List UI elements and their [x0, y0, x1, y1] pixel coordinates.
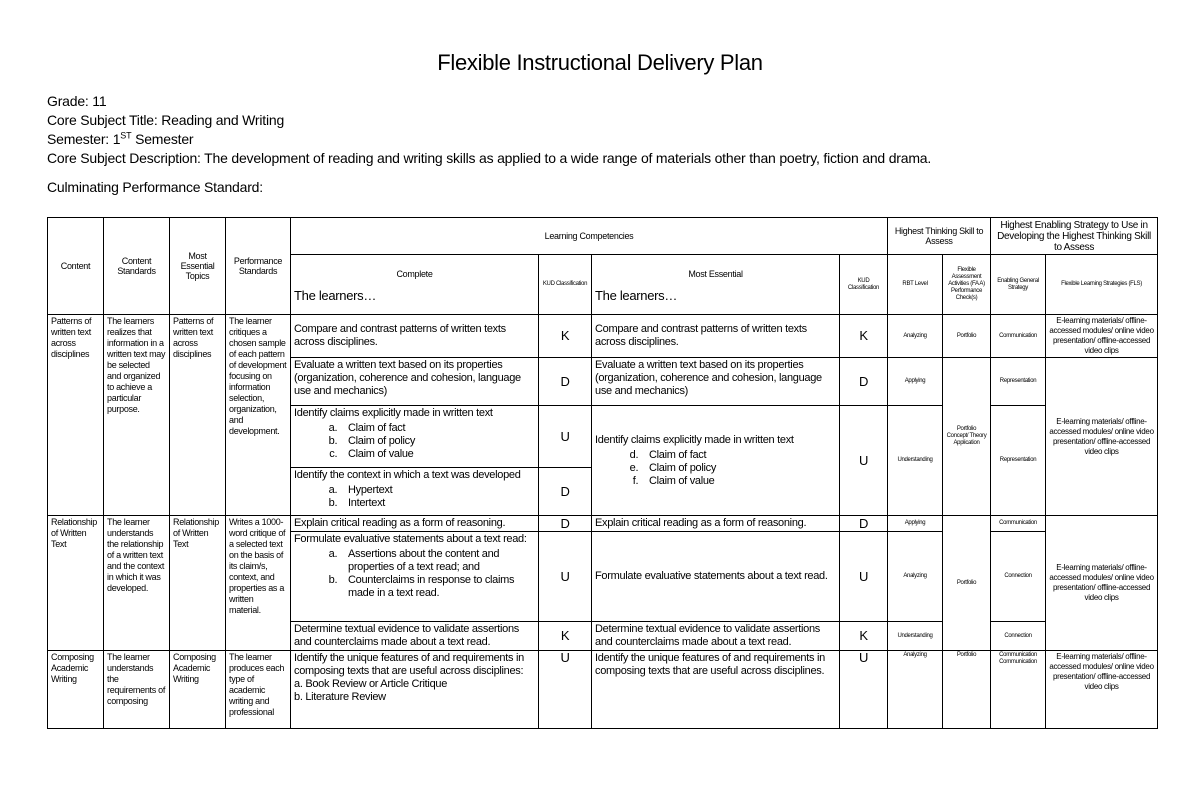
- enabling-strategy-cell: Communication: [991, 516, 1046, 532]
- topics-cell: Relationship of Written Text: [170, 516, 226, 651]
- performance-standards-cell: The learner produces each type of academic writing and professional: [226, 651, 291, 729]
- grade-line: Grade: 11: [47, 93, 107, 109]
- performance-standards-cell: Writes a 1000-word critique of a selected text on the basis of its claim/s, context, and properties as a written material.: [226, 516, 291, 651]
- topics-cell: Composing Academic Writing: [170, 651, 226, 729]
- content-standards-cell: The learners realizes that information in a written text may be selected and organized to achieve a particular purpose.: [104, 315, 170, 516]
- learning-strategies-cell: E-learning materials/ offline-accessed modules/ online video presentation/ offline-accessed video clips: [1046, 358, 1158, 516]
- header-highest-enabling: Highest Enabling Strategy to Use in Developing the Highest Thinking Skill to Assess: [991, 218, 1158, 255]
- learning-strategies-cell: E-learning materials/ offline-accessed modules/ online video presentation/ offline-accessed video clips: [1046, 651, 1158, 729]
- culminating-standard-line: Culminating Performance Standard:: [47, 179, 263, 195]
- rbt-level-cell: Understanding: [888, 406, 943, 516]
- list-item: b. Claim of policy: [340, 435, 535, 448]
- rbt-level-cell: Analyzing: [888, 315, 943, 358]
- statements-list: [294, 548, 535, 600]
- rbt-level-cell: Applying: [888, 516, 943, 532]
- content-standards-cell: The learner understands the requirements of composing: [104, 651, 170, 729]
- enabling-strategy-cell: Communication: [991, 315, 1046, 358]
- subject-title-line: Core Subject Title: Reading and Writing: [47, 112, 285, 128]
- claims-list: [294, 422, 535, 461]
- kud-cell: U: [539, 406, 592, 468]
- essential-competency-cell: Identify claims explicitly made in written text d. Claim of fact e. Claim of policy f. Claim of value: [592, 406, 840, 516]
- list-item: b. Literature Review: [294, 691, 386, 703]
- topics-cell: Patterns of written text across disciplines: [170, 315, 226, 516]
- header-most-essential-topics: Most Essential Topics: [170, 218, 226, 315]
- header-flexible-learning-strategies: Flexible Learning Strategies (FLS): [1046, 255, 1158, 315]
- content-standards-cell: The learner understands the relationship of a written text and the context in which it was developed.: [104, 516, 170, 651]
- list-item: d. Claim of fact: [641, 449, 836, 462]
- list-item: b. Counterclaims in response to claims made in a text read.: [340, 574, 535, 600]
- kud-cell: K: [539, 315, 592, 358]
- header-flexible-assessment: Flexible Assessment Activities (FA A) Performance Check(s): [943, 255, 991, 315]
- competency-cell: Formulate evaluative statements about a text read: a. Assertions about the content and properties of a text read; and b. Counterclaims in response to claims made in a text read.: [291, 532, 539, 622]
- essential-competency-cell: Compare and contrast patterns of written texts across disciplines.: [592, 315, 840, 358]
- kud-cell: U: [840, 406, 888, 516]
- delivery-plan-table: [47, 217, 1158, 729]
- content-cell: Relationship of Written Text: [48, 516, 104, 651]
- competency-cell: Identify claims explicitly made in written text a. Claim of fact b. Claim of policy c. Claim of value: [291, 406, 539, 468]
- rbt-level-cell: Analyzing: [888, 651, 943, 729]
- competency-cell: Determine textual evidence to validate assertions and counterclaims made about a text read.: [291, 622, 539, 651]
- the-learners-label: The learners…: [595, 287, 678, 303]
- subject-description-line: Core Subject Description: The development of reading and writing skills as applied to a wide range of materials other than poetry, fiction and drama.: [47, 150, 932, 166]
- header-most-essential: Most Essential The learners…: [592, 255, 840, 315]
- list-item: e. Claim of policy: [641, 462, 836, 475]
- header-enabling-general-strategy: Enabling General Strategy: [991, 255, 1046, 315]
- header-kud-classification: KUD Classification: [539, 255, 592, 315]
- kud-cell: D: [539, 358, 592, 406]
- rbt-level-cell: Understanding: [888, 622, 943, 651]
- header-highest-thinking: Highest Thinking Skill to Assess: [888, 218, 991, 255]
- kud-cell: U: [539, 532, 592, 622]
- kud-cell: D: [539, 468, 592, 516]
- kud-cell: U: [539, 651, 592, 729]
- kud-cell: K: [840, 622, 888, 651]
- essential-competency-cell: Identify the unique features of and requirements in composing texts that are useful across disciplines.: [592, 651, 840, 729]
- header-content-standards: Content Standards: [104, 218, 170, 315]
- header-rbt-level: RBT Level: [888, 255, 943, 315]
- assessment-cell: Portfolio: [943, 315, 991, 358]
- header-performance-standards: Performance Standards: [226, 218, 291, 315]
- performance-standards-cell: The learner critiques a chosen sample of each pattern of development focusing on information selection, organization, and development.: [226, 315, 291, 516]
- plan-meta: [47, 92, 931, 197]
- table-row: [48, 651, 1158, 729]
- enabling-strategy-cell: Representation: [991, 406, 1046, 516]
- list-item: a. Claim of fact: [340, 422, 535, 435]
- semester-line: Semester: 1ST Semester: [47, 130, 194, 147]
- kud-cell: U: [840, 532, 888, 622]
- enabling-strategy-cell: Connection: [991, 532, 1046, 622]
- assessment-cell: Portfolio: [943, 516, 991, 651]
- content-cell: Composing Academic Writing: [48, 651, 104, 729]
- enabling-strategy-cell: Representation: [991, 358, 1046, 406]
- table-row: [48, 516, 1158, 532]
- competency-cell: Identify the context in which a text was developed a. Hypertext b. Intertext: [291, 468, 539, 516]
- assessment-cell: Portfolio: [943, 651, 991, 729]
- competency-cell: Explain critical reading as a form of reasoning.: [291, 516, 539, 532]
- header-kud-classification: KUD Classification: [840, 255, 888, 315]
- essential-competency-cell: Formulate evaluative statements about a text read.: [592, 532, 840, 622]
- essential-competency-cell: Evaluate a written text based on its properties (organization, coherence and cohesion, language use and mechanics): [592, 358, 840, 406]
- the-learners-label: The learners…: [294, 287, 377, 303]
- kud-cell: K: [840, 315, 888, 358]
- claims-list: [595, 449, 836, 488]
- enabling-strategy-cell: Connection: [991, 622, 1046, 651]
- list-item: a. Book Review or Article Critique: [294, 678, 448, 690]
- essential-competency-cell: Determine textual evidence to validate assertions and counterclaims made about a text read.: [592, 622, 840, 651]
- page-title: Flexible Instructional Delivery Plan: [437, 50, 763, 75]
- learning-strategies-cell: E-learning materials/ offline-accessed modules/ online video presentation/ offline-accessed video clips: [1046, 315, 1158, 358]
- list-item: f. Claim of value: [641, 475, 836, 488]
- competency-cell: Compare and contrast patterns of written texts across disciplines.: [291, 315, 539, 358]
- kud-cell: D: [840, 358, 888, 406]
- header-learning-competencies: Learning Competencies: [291, 218, 888, 255]
- assessment-cell: Portfolio Concept/ Theory Application: [943, 358, 991, 516]
- list-item: c. Claim of value: [340, 448, 535, 461]
- list-item: b. Intertext: [340, 497, 535, 510]
- list-item: a. Hypertext: [340, 484, 535, 497]
- competency-cell: Identify the unique features of and requirements in composing texts that are useful across disciplines: a. Book Review or Article Critique b. Literature Review: [291, 651, 539, 729]
- enabling-strategy-cell: Communication Communication: [991, 651, 1046, 729]
- header-row-1: [48, 218, 1158, 255]
- kud-cell: D: [840, 516, 888, 532]
- competency-cell: Evaluate a written text based on its properties (organization, coherence and cohesion, language use and mechanics): [291, 358, 539, 406]
- kud-cell: K: [539, 622, 592, 651]
- header-content: Content: [48, 218, 104, 315]
- header-complete: Complete The learners…: [291, 255, 539, 315]
- kud-cell: U: [840, 651, 888, 729]
- essential-competency-cell: Explain critical reading as a form of reasoning.: [592, 516, 840, 532]
- content-cell: Patterns of written text across disciplines: [48, 315, 104, 516]
- list-item: a. Assertions about the content and properties of a text read; and: [340, 548, 535, 574]
- table-row: [48, 315, 1158, 358]
- rbt-level-cell: Applying: [888, 358, 943, 406]
- kud-cell: D: [539, 516, 592, 532]
- context-list: [294, 484, 535, 510]
- learning-strategies-cell: E-learning materials/ offline-accessed modules/ online video presentation/ offline-accessed video clips: [1046, 516, 1158, 651]
- rbt-level-cell: Analyzing: [888, 532, 943, 622]
